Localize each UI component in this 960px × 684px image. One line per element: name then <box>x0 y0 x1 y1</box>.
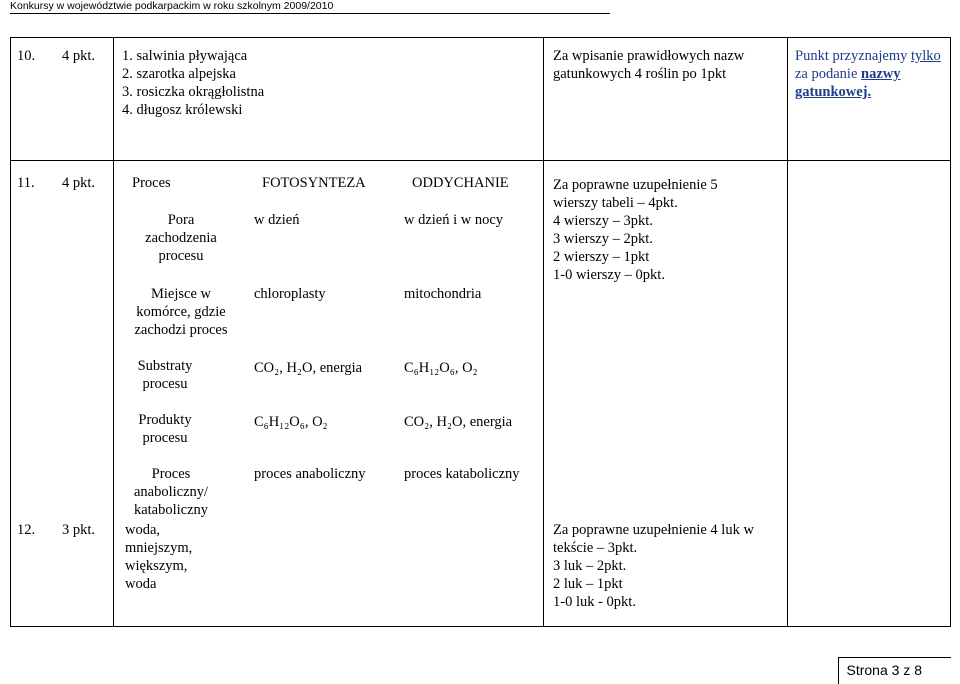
row-divider <box>10 160 951 161</box>
cell-value: proces anaboliczny <box>254 466 366 482</box>
cell-value: w dzień i w nocy <box>404 212 504 228</box>
col-divider <box>787 37 788 627</box>
scoring-line: wierszy tabeli – 4pkt. <box>553 195 678 211</box>
note-line: za podanie nazwy <box>795 66 901 82</box>
question-number: 12. <box>17 522 36 538</box>
cell-value: w dzień <box>254 212 300 228</box>
scoring-line: Za poprawne uzupełnienie 4 luk w <box>553 522 754 538</box>
scoring-line: 4 wierszy – 3pkt. <box>553 213 653 229</box>
question-number: 11. <box>17 175 35 191</box>
row-label: Pora zachodzenia procesu <box>145 212 217 264</box>
column-header: Proces <box>132 175 171 191</box>
scoring-line: 1-0 luk - 0pkt. <box>553 594 636 610</box>
answer-line: większym, <box>125 558 188 574</box>
page-header: Konkursy w województwie podkarpackim w roku szkolnym 2009/2010 <box>10 0 610 14</box>
cell-value: proces kataboliczny <box>404 466 520 482</box>
column-header: ODDYCHANIE <box>412 175 509 191</box>
row-label: Produkty procesu <box>138 412 192 446</box>
scoring-line: 3 wierszy – 2pkt. <box>553 231 653 247</box>
answer-line: 2. szarotka alpejska <box>122 66 236 82</box>
cell-value: C₆H₁₂O₆, O₂ <box>404 360 478 376</box>
scoring-line: 1-0 wierszy – 0pkt. <box>553 267 665 283</box>
col-divider <box>113 37 114 627</box>
answer-line: mniejszym, <box>125 540 193 556</box>
answer-line: 1. salwinia pływająca <box>122 48 248 64</box>
scoring-line: tekście – 3pkt. <box>553 540 638 556</box>
note-line: gatunkowej. <box>795 84 872 100</box>
answer-line: 4. długosz królewski <box>122 102 243 118</box>
page-number: Strona 3 z 8 <box>846 662 922 678</box>
cell-value: CO₂, H₂O, energia <box>254 360 363 376</box>
scoring-line: Za wpisanie prawidłowych nazw <box>553 48 745 64</box>
column-header: FOTOSYNTEZA <box>262 175 366 191</box>
col-divider <box>543 37 544 627</box>
question-points: 4 pkt. <box>62 48 96 64</box>
question-points: 3 pkt. <box>62 522 96 538</box>
table-top-border <box>10 37 951 38</box>
scoring-line: 2 luk – 1pkt <box>553 576 623 592</box>
row-label: Miejsce w komórce, gdzie zachodzi proces <box>134 286 228 338</box>
question-number: 10. <box>17 48 36 64</box>
table-bottom-border <box>10 626 951 627</box>
scoring-line: 3 luk – 2pkt. <box>553 558 627 574</box>
scoring-line: 2 wierszy – 1pkt <box>553 249 650 265</box>
cell-value: chloroplasty <box>254 286 326 302</box>
answer-line: woda, <box>125 522 161 538</box>
scoring-line: Za poprawne uzupełnienie 5 <box>553 177 718 193</box>
row-label: Proces anaboliczny/ kataboliczny <box>133 466 209 518</box>
answer-line: 3. rosiczka okrągłolistna <box>122 84 265 100</box>
col-divider <box>950 37 951 627</box>
cell-value: CO₂, H₂O, energia <box>404 414 513 430</box>
question-points: 4 pkt. <box>62 175 96 191</box>
scoring-line: gatunkowych 4 roślin po 1pkt <box>553 66 727 82</box>
cell-value: mitochondria <box>404 286 482 302</box>
note-line: Punkt przyznajemy tylko <box>795 48 941 64</box>
cell-value: C₆H₁₂O₆, O₂ <box>254 414 328 430</box>
answer-line: woda <box>125 576 157 592</box>
row-label: Substraty procesu <box>137 358 193 392</box>
col-divider <box>10 37 11 627</box>
